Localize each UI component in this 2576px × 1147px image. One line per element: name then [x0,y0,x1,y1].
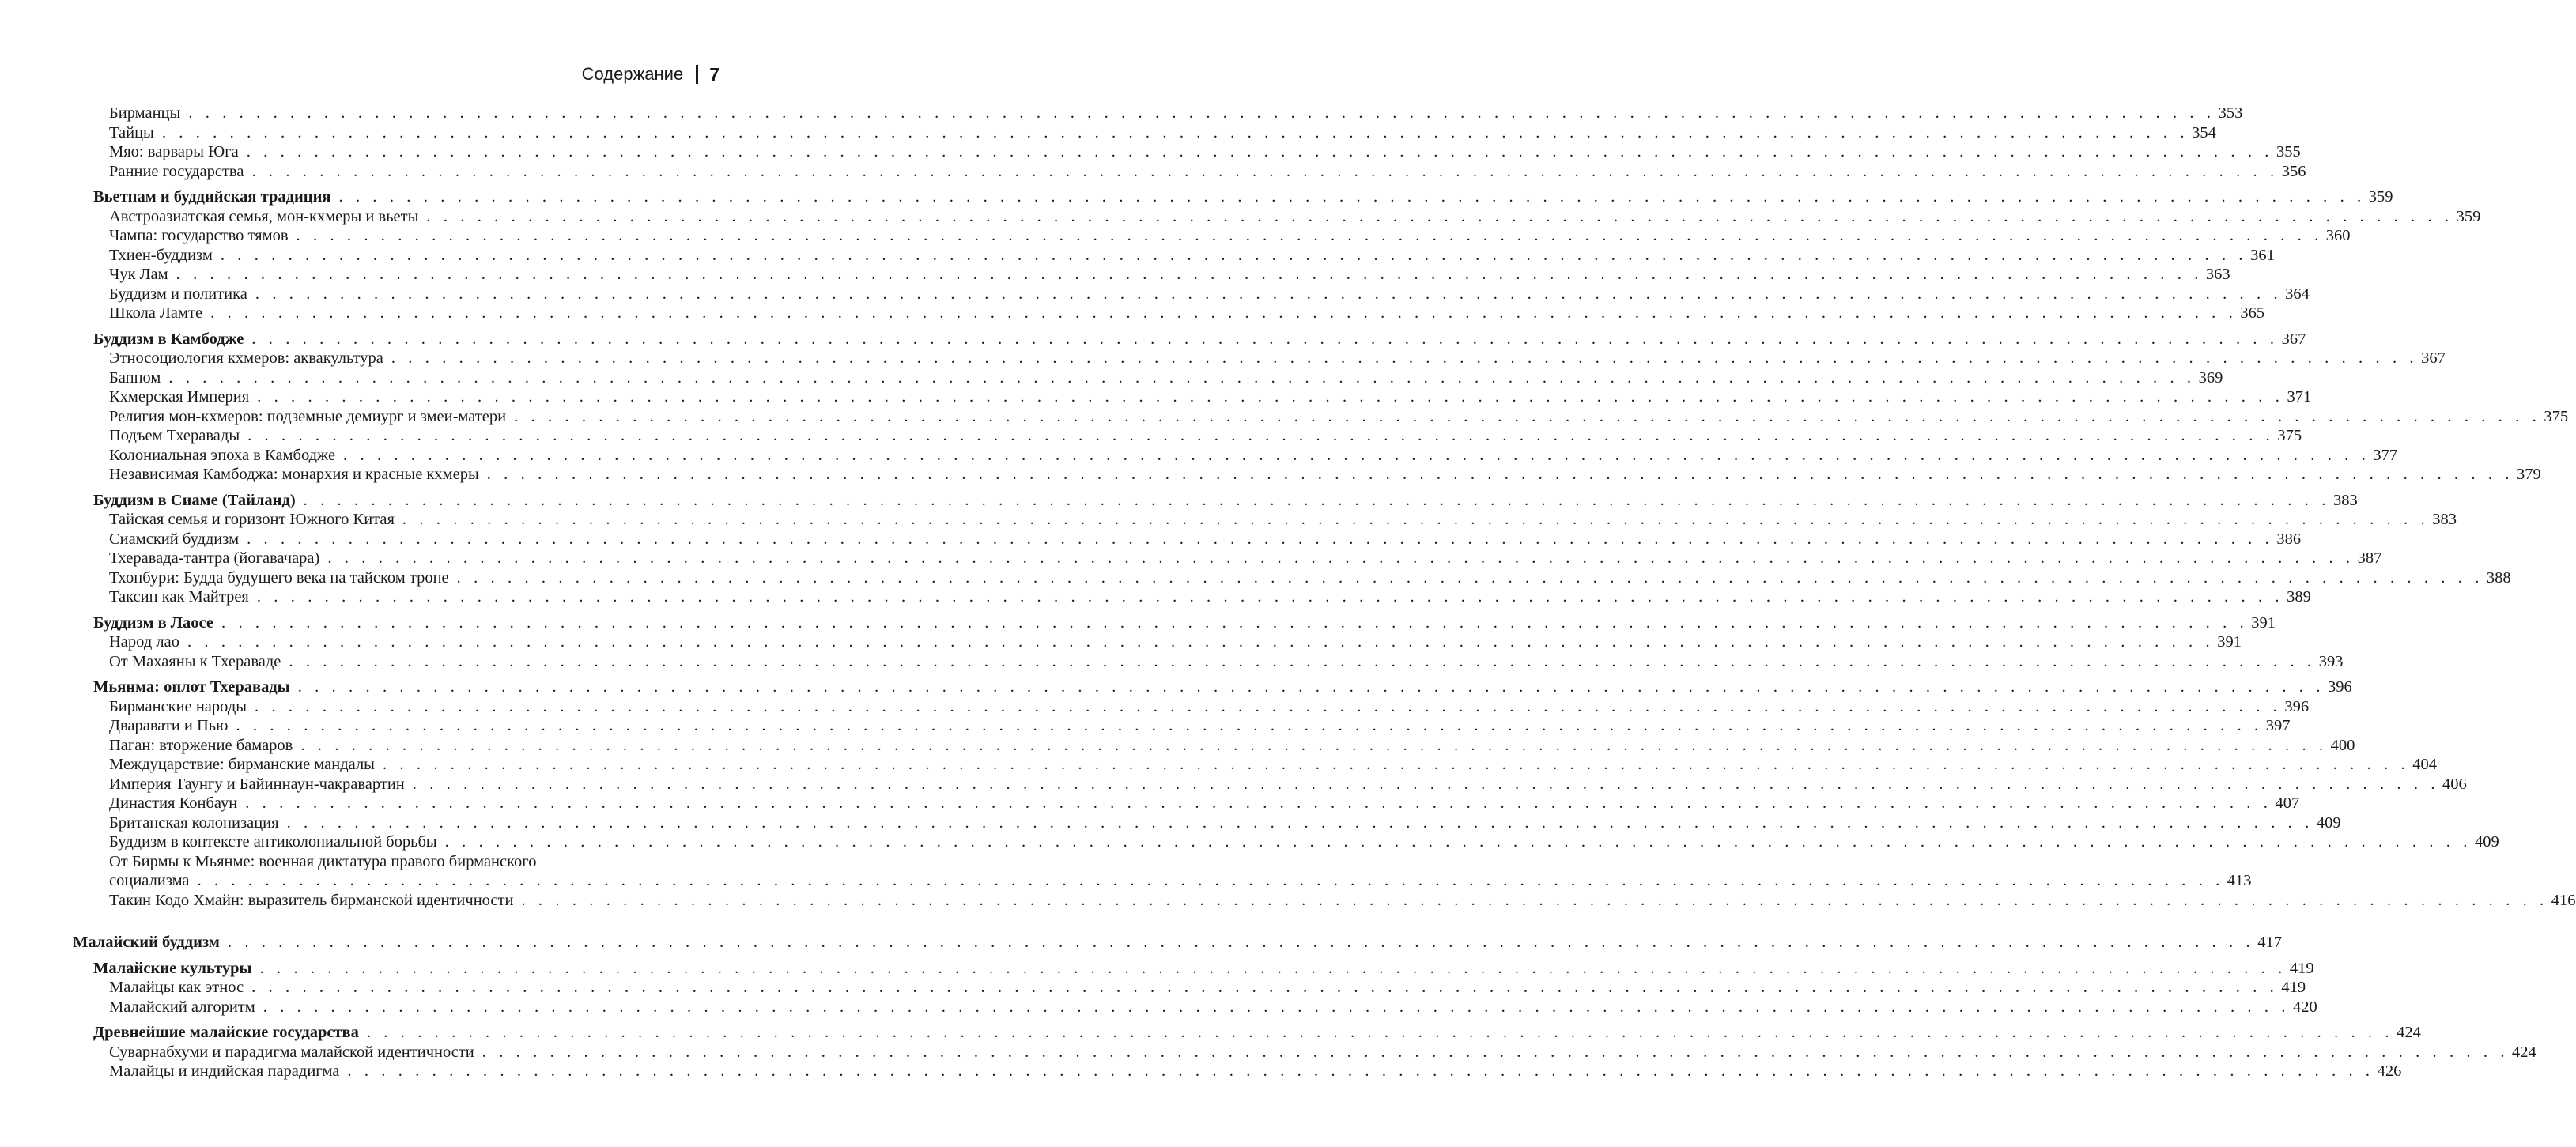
entry-title: Древнейшие малайские государства [93,1024,359,1041]
toc-entry[interactable] [0,123,2216,143]
toc-entry[interactable] [0,246,2275,266]
dot-leader: . . . . . . . . . . . . . . . . . . . . . . . . . . . . . . . . . . . . . . . . . . . . . . . . . . . . . . . . . . . . . . . . . . . . . . . . . . . . . . . . . . . . . . . . . . . . . . . . . . . . . . . . . . . . . . . . . . . . . . . . [227,934,2255,951]
entry-title: Суварнабхуми и парадигма малайской идентичности [109,1043,474,1061]
entry-page: 393 [2318,652,2344,670]
entry-page: 360 [2325,227,2351,244]
entry-title: Колониальная эпоха в Камбодже [109,446,336,464]
entry-page: 419 [2289,959,2314,977]
entry-page: 377 [2373,446,2398,464]
entry-title: Вьетнам и буддийская традиция [93,188,331,206]
toc-entry[interactable] [0,187,2393,207]
entry-page: 406 [2442,775,2467,793]
toc-entry[interactable] [0,265,2230,285]
dot-leader: . . . . . . . . . . . . . . . . . . . . . . . . . . . . . . . . . . . . . . . . . . . . . . . . . . . . . . . . . . . . . . . . . . . . . . . . . . . . . . . . . . . . . . . . . . . . . . . . . . . . . . . . . . . . . . . . . . . . . . . . [514,407,2541,425]
toc-entry[interactable] [0,587,2311,607]
toc-entry[interactable] [0,736,2355,756]
entry-page: 369 [2198,368,2223,387]
entry-title: Тайцы [109,123,154,141]
dot-leader: . . . . . . . . . . . . . . . . . . . . . . . . . . . . . . . . . . . . . . . . . . . . . . . . . . . . . . . . . . . . . . . . . . . . . . . . . . . . . . . . . . . . . . . . . . . . . . . . . . . . . . . . . . . . . . . . . . . . . . . . [296,227,2323,244]
entry-title: Дваравати и Пью [109,717,229,734]
dot-leader: . . . . . . . . . . . . . . . . . . . . . . . . . . . . . . . . . . . . . . . . . . . . . . . . . . . . . . . . . . . . . . . . . . . . . . . . . . . . . . . . . . . . . . . . . . . . . . . . . . . . . . . . . . . . . . . . . . . . . . . . [176,266,2203,283]
entry-page: 361 [2250,246,2275,264]
dot-leader: . . . . . . . . . . . . . . . . . . . . . . . . . . . . . . . . . . . . . . . . . . . . . . . . . . . . . . . . . . . . . . . . . . . . . . . . . . . . . . . . . . . . . . . . . . . . . . . . . . . . . . . . . . . . . . . . . . . . . . . . [297,678,2325,696]
entry-title: Буддизм в контексте антиколониальной борьбы [109,833,437,851]
entry-title: Австроазиатская семья, мон-кхмеры и вьеты [109,207,419,225]
entry-page: 391 [2217,633,2242,651]
dot-leader: . . . . . . . . . . . . . . . . . . . . . . . . . . . . . . . . . . . . . . . . . . . . . . . . . . . . . . . . . . . . . . . . . . . . . . . . . . . . . . . . . . . . . . . . . . . . . . . . . . . . . . . . . . . . . . . . . . . . . . . . [366,1024,2394,1041]
entry-page: 397 [2265,717,2291,734]
entry-page: 367 [2421,349,2446,367]
dot-leader: . . . . . . . . . . . . . . . . . . . . . . . . . . . . . . . . . . . . . . . . . . . . . . . . . . . . . . . . . . . . . . . . . . . . . . . . . . . . . . . . . . . . . . . . . . . . . . . . . . . . . . . . . . . . . . . . . . . . . . . . [257,388,2284,406]
toc-entry[interactable] [0,387,2312,407]
entry-page: 355 [2276,143,2301,160]
dot-leader: . . . . . . . . . . . . . . . . . . . . . . . . . . . . . . . . . . . . . . . . . . . . . . . . . . . . . . . . . . . . . . . . . . . . . . . . . . . . . . . . . . . . . . . . . . . . . . . . . . . . . . . . . . . . . . . . . . . . . . . . [412,775,2440,793]
entry-page: 424 [2397,1024,2421,1041]
entry-title: Бапном [109,368,161,387]
entry-title: Народ лао [109,633,179,651]
entry-page: 359 [2368,188,2393,206]
entry-title: Тхиен-буддизм [109,246,213,264]
header-title: Содержание [581,64,684,84]
toc-entry[interactable] [0,510,2457,530]
entry-page: 379 [2517,466,2541,483]
toc-entry[interactable] [0,1043,2536,1062]
entry-title: Буддизм в Сиаме (Тайланд) [93,491,296,509]
dot-leader: . . . . . . . . . . . . . . . . . . . . . . . . . . . . . . . . . . . . . . . . . . . . . . . . . . . . . . . . . . . . . . . . . . . . . . . . . . . . . . . . . . . . . . . . . . . . . . . . . . . . . . . . . . . . . . . . . . . . . . . . [521,891,2548,909]
toc-entry[interactable] [0,794,2300,813]
toc-entry[interactable] [0,978,2306,998]
toc-entry[interactable] [0,568,2511,588]
toc-entry[interactable] [0,142,2301,162]
dot-leader: . . . . . . . . . . . . . . . . . . . . . . . . . . . . . . . . . . . . . . . . . . . . . . . . . . . . . . . . . . . . . . . . . . . . . . . . . . . . . . . . . . . . . . . . . . . . . . . . . . . . . . . . . . . . . . . . . . . . . . . . [347,1062,2374,1080]
toc-entry[interactable] [0,1023,2421,1043]
entry-page: 396 [2327,678,2352,696]
entry-page: 367 [2281,330,2306,348]
entry-title: Малайские культуры [93,959,252,977]
dot-leader: . . . . . . . . . . . . . . . . . . . . . . . . . . . . . . . . . . . . . . . . . . . . . . . . . . . . . . . . . . . . . . . . . . . . . . . . . . . . . . . . . . . . . . . . . . . . . . . . . . . . . . . . . . . . . . . . . . . . . . . . [426,207,2453,225]
toc-entry[interactable] [0,426,2302,446]
entry-title: Малайцы и индийская парадигма [109,1062,340,1080]
entry-title: Империя Таунгу и Байиннаун-чакравартин [109,775,405,793]
entry-page: 359 [2456,207,2481,225]
entry-title: Ранние государства [109,162,244,180]
toc-entry[interactable] [0,104,2243,123]
dot-leader: . . . . . . . . . . . . . . . . . . . . . . . . . . . . . . . . . . . . . . . . . . . . . . . . . . . . . . . . . . . . . . . . . . . . . . . . . . . . . . . . . . . . . . . . . . . . . . . . . . . . . . . . . . . . . . . . . . . . . . . . [263,998,2291,1016]
toc-entry[interactable] [0,491,2358,511]
entry-page: 354 [2192,123,2216,141]
entry-title: Этносоциология кхмеров: аквакультура [109,349,383,367]
entry-title: Мяо: варвары Юга [109,143,239,160]
dot-leader: . . . . . . . . . . . . . . . . . . . . . . . . . . . . . . . . . . . . . . . . . . . . . . . . . . . . . . . . . . . . . . . . . . . . . . . . . . . . . . . . . . . . . . . . . . . . . . . . . . . . . . . . . . . . . . . . . . . . . . . . [402,511,2430,528]
dot-leader: . . . . . . . . . . . . . . . . . . . . . . . . . . . . . . . . . . . . . . . . . . . . . . . . . . . . . . . . . . . . . . . . . . . . . . . . . . . . . . . . . . . . . . . . . . . . . . . . . . . . . . . . . . . . . . . . . . . . . . . . [251,162,2279,180]
entry-page: 365 [2240,304,2265,322]
toc-entry[interactable] [0,465,2541,485]
entry-title: Малайцы как этнос [109,979,244,996]
toc-entry[interactable] [0,304,2265,323]
dot-leader: . . . . . . . . . . . . . . . . . . . . . . . . . . . . . . . . . . . . . . . . . . . . . . . . . . . . . . . . . . . . . . . . . . . . . . . . . . . . . . . . . . . . . . . . . . . . . . . . . . . . . . . . . . . . . . . . . . . . . . . . [255,285,2283,303]
entry-page: 409 [2474,833,2499,851]
toc-entry[interactable] [0,697,2310,717]
dot-leader: . . . . . . . . . . . . . . . . . . . . . . . . . . . . . . . . . . . . . . . . . . . . . . . . . . . . . . . . . . . . . . . . . . . . . . . . . . . . . . . . . . . . . . . . . . . . . . . . . . . . . . . . . . . . . . . . . . . . . . . . [456,568,2483,587]
dot-leader: . . . . . . . . . . . . . . . . . . . . . . . . . . . . . . . . . . . . . . . . . . . . . . . . . . . . . . . . . . . . . . . . . . . . . . . . . . . . . . . . . . . . . . . . . . . . . . . . . . . . . . . . . . . . . . . . . . . . . . . . [256,588,2284,606]
entry-title: От Махаяны к Тхераваде [109,652,281,670]
entry-title: Таксин как Майтрея [109,588,249,606]
dot-leader: . . . . . . . . . . . . . . . . . . . . . . . . . . . . . . . . . . . . . . . . . . . . . . . . . . . . . . . . . . . . . . . . . . . . . . . . . . . . . . . . . . . . . . . . . . . . . . . . . . . . . . . . . . . . . . . . . . . . . . . . [245,794,2272,812]
dot-leader: . . . . . . . . . . . . . . . . . . . . . . . . . . . . . . . . . . . . . . . . . . . . . . . . . . . . . . . . . . . . . . . . . . . . . . . . . . . . . . . . . . . . . . . . . . . . . . . . . . . . . . . . . . . . . . . . . . . . . . . . [247,530,2274,548]
entry-title: Междуцарствие: бирманские мандалы [109,756,375,773]
toc-entry[interactable] [0,162,2306,182]
dot-leader: . . . . . . . . . . . . . . . . . . . . . . . . . . . . . . . . . . . . . . . . . . . . . . . . . . . . . . . . . . . . . . . . . . . . . . . . . . . . . . . . . . . . . . . . . . . . . . . . . . . . . . . . . . . . . . . . . . . . . . . . [161,123,2189,141]
entry-title: Династия Конбаун [109,794,238,812]
toc-entry[interactable] [0,226,2351,246]
entry-title: Чук Лам [109,266,168,283]
entry-title: Буддизм в Камбодже [93,330,244,348]
toc-entry[interactable] [0,330,2306,349]
dot-leader: . . . . . . . . . . . . . . . . . . . . . . . . . . . . . . . . . . . . . . . . . . . . . . . . . . . . . . . . . . . . . . . . . . . . . . . . . . . . . . . . . . . . . . . . . . . . . . . . . . . . . . . . . . . . . . . . . . . . . . . . [246,143,2274,160]
dot-leader: . . . . . . . . . . . . . . . . . . . . . . . . . . . . . . . . . . . . . . . . . . . . . . . . . . . . . . . . . . . . . . . . . . . . . . . . . . . . . . . . . . . . . . . . . . . . . . . . . . . . . . . . . . . . . . . . . . . . . . . . [289,652,2316,670]
entry-page: 419 [2281,979,2306,996]
toc-entry[interactable] [0,677,2352,697]
entry-title: Такин Кодо Хмайн: выразитель бирманской идентичности [109,891,514,909]
toc-entry[interactable] [0,933,2282,953]
entry-page: 363 [2205,266,2230,283]
entry-page: 353 [2218,104,2243,122]
entry-page: 388 [2486,568,2511,587]
entry-page: 386 [2276,530,2302,548]
entry-title: Мьянма: оплот Тхеравады [93,678,290,696]
entry-page: 387 [2357,549,2382,567]
entry-page: 356 [2281,162,2306,180]
dot-leader: . . . . . . . . . . . . . . . . . . . . . . . . . . . . . . . . . . . . . . . . . . . . . . . . . . . . . . . . . . . . . . . . . . . . . . . . . . . . . . . . . . . . . . . . . . . . . . . . . . . . . . . . . . . . . . . . . . . . . . . . [247,427,2275,444]
entry-title: Чампа: государство тямов [109,227,289,244]
dot-leader: . . . . . . . . . . . . . . . . . . . . . . . . . . . . . . . . . . . . . . . . . . . . . . . . . . . . . . . . . . . . . . . . . . . . . . . . . . . . . . . . . . . . . . . . . . . . . . . . . . . . . . . . . . . . . . . . . . . . . . . . [197,872,2224,889]
entry-title: Паган: вторжение бамаров [109,736,293,754]
entry-title: Буддизм в Лаосе [93,613,214,632]
toc-entry[interactable] [0,716,2291,736]
entry-title: социализма [109,872,190,889]
dot-leader: . . . . . . . . . . . . . . . . . . . . . . . . . . . . . . . . . . . . . . . . . . . . . . . . . . . . . . . . . . . . . . . . . . . . . . . . . . . . . . . . . . . . . . . . . . . . . . . . . . . . . . . . . . . . . . . . . . . . . . . . [286,813,2313,832]
entry-title: Кхмерская Империя [109,388,250,406]
toc-entry[interactable] [0,891,2576,911]
entry-title: Подъем Тхеравады [109,427,240,444]
dot-leader: . . . . . . . . . . . . . . . . . . . . . . . . . . . . . . . . . . . . . . . . . . . . . . . . . . . . . . . . . . . . . . . . . . . . . . . . . . . . . . . . . . . . . . . . . . . . . . . . . . . . . . . . . . . . . . . . . . . . . . . . [382,756,2410,773]
toc-entry[interactable] [0,549,2382,568]
entry-page: 389 [2287,588,2311,606]
entry-title: Буддизм и политика [109,285,247,303]
toc-entry[interactable] [0,207,2481,227]
entry-page: 383 [2432,511,2457,528]
toc-entry[interactable] [0,1062,2402,1081]
dot-leader: . . . . . . . . . . . . . . . . . . . . . . . . . . . . . . . . . . . . . . . . . . . . . . . . . . . . . . . . . . . . . . . . . . . . . . . . . . . . . . . . . . . . . . . . . . . . . . . . . . . . . . . . . . . . . . . . . . . . . . . . [338,188,2366,206]
entry-title: Британская колонизация [109,813,279,832]
entry-page: 409 [2316,813,2341,832]
entry-page: 413 [2227,872,2252,889]
dot-leader: . . . . . . . . . . . . . . . . . . . . . . . . . . . . . . . . . . . . . . . . . . . . . . . . . . . . . . . . . . . . . . . . . . . . . . . . . . . . . . . . . . . . . . . . . . . . . . . . . . . . . . . . . . . . . . . . . . . . . . . . [251,979,2279,996]
entry-title: Религия мон-кхмеров: подземные демиург и змеи-матери [109,407,507,425]
entry-title: Тайская семья и горизонт Южного Китая [109,511,395,528]
dot-leader: . . . . . . . . . . . . . . . . . . . . . . . . . . . . . . . . . . . . . . . . . . . . . . . . . . . . . . . . . . . . . . . . . . . . . . . . . . . . . . . . . . . . . . . . . . . . . . . . . . . . . . . . . . . . . . . . . . . . . . . . [220,246,2248,264]
dot-leader: . . . . . . . . . . . . . . . . . . . . . . . . . . . . . . . . . . . . . . . . . . . . . . . . . . . . . . . . . . . . . . . . . . . . . . . . . . . . . . . . . . . . . . . . . . . . . . . . . . . . . . . . . . . . . . . . . . . . . . . . [221,613,2249,632]
toc-entry[interactable] [0,755,2437,775]
toc-entry[interactable] [0,959,2314,979]
dot-leader: . . . . . . . . . . . . . . . . . . . . . . . . . . . . . . . . . . . . . . . . . . . . . . . . . . . . . . . . . . . . . . . . . . . . . . . . . . . . . . . . . . . . . . . . . . . . . . . . . . . . . . . . . . . . . . . . . . . . . . . . [343,446,2370,464]
toc-entry[interactable] [0,285,2310,304]
dot-leader: . . . . . . . . . . . . . . . . . . . . . . . . . . . . . . . . . . . . . . . . . . . . . . . . . . . . . . . . . . . . . . . . . . . . . . . . . . . . . . . . . . . . . . . . . . . . . . . . . . . . . . . . . . . . . . . . . . . . . . . . [259,959,2287,977]
entry-page: 407 [2275,794,2300,812]
table-of-contents [0,104,2576,1081]
entry-title: Малайский алгоритм [109,998,255,1016]
entry-page: 364 [2285,285,2310,303]
entry-page: 416 [2551,891,2576,909]
dot-leader: . . . . . . . . . . . . . . . . . . . . . . . . . . . . . . . . . . . . . . . . . . . . . . . . . . . . . . . . . . . . . . . . . . . . . . . . . . . . . . . . . . . . . . . . . . . . . . . . . . . . . . . . . . . . . . . . . . . . . . . . [188,104,2215,122]
dot-leader: . . . . . . . . . . . . . . . . . . . . . . . . . . . . . . . . . . . . . . . . . . . . . . . . . . . . . . . . . . . . . . . . . . . . . . . . . . . . . . . . . . . . . . . . . . . . . . . . . . . . . . . . . . . . . . . . . . . . . . . . [300,736,2328,754]
entry-title: Бирманцы [109,104,181,122]
dot-leader: . . . . . . . . . . . . . . . . . . . . . . . . . . . . . . . . . . . . . . . . . . . . . . . . . . . . . . . . . . . . . . . . . . . . . . . . . . . . . . . . . . . . . . . . . . . . . . . . . . . . . . . . . . . . . . . . . . . . . . . . [210,304,2238,322]
dot-leader: . . . . . . . . . . . . . . . . . . . . . . . . . . . . . . . . . . . . . . . . . . . . . . . . . . . . . . . . . . . . . . . . . . . . . . . . . . . . . . . . . . . . . . . . . . . . . . . . . . . . . . . . . . . . . . . . . . . . . . . . [303,491,2330,509]
dot-leader: . . . . . . . . . . . . . . . . . . . . . . . . . . . . . . . . . . . . . . . . . . . . . . . . . . . . . . . . . . . . . . . . . . . . . . . . . . . . . . . . . . . . . . . . . . . . . . . . . . . . . . . . . . . . . . . . . . . . . . . . [255,697,2282,715]
toc-entry[interactable] [0,871,2252,891]
entry-page: 420 [2293,998,2317,1016]
dot-leader: . . . . . . . . . . . . . . . . . . . . . . . . . . . . . . . . . . . . . . . . . . . . . . . . . . . . . . . . . . . . . . . . . . . . . . . . . . . . . . . . . . . . . . . . . . . . . . . . . . . . . . . . . . . . . . . . . . . . . . . . [486,466,2514,483]
entry-title: От Бирмы к Мьянме: военная диктатура правого бирманского [109,852,537,870]
toc-entry[interactable] [0,407,2569,427]
toc-entry[interactable] [0,613,2276,633]
entry-page: 404 [2412,756,2437,773]
page-number: 7 [709,64,720,85]
entry-page: 391 [2251,613,2276,632]
toc-entry[interactable] [0,349,2446,368]
toc-entry[interactable] [0,632,2242,652]
entry-title: Школа Ламте [109,304,203,322]
entry-page: 375 [2544,407,2569,425]
entry-page: 426 [2377,1062,2402,1080]
toc-entry[interactable] [0,446,2398,466]
entry-title: Сиамский буддизм [109,530,240,548]
entry-page: 400 [2330,736,2355,754]
toc-entry[interactable] [0,530,2302,549]
entry-title: Малайский буддизм [73,934,220,951]
toc-entry[interactable] [0,368,2223,388]
dot-leader: . . . . . . . . . . . . . . . . . . . . . . . . . . . . . . . . . . . . . . . . . . . . . . . . . . . . . . . . . . . . . . . . . . . . . . . . . . . . . . . . . . . . . . . . . . . . . . . . . . . . . . . . . . . . . . . . . . . . . . . . [391,349,2419,367]
toc-entry[interactable] [0,652,2344,672]
dot-leader: . . . . . . . . . . . . . . . . . . . . . . . . . . . . . . . . . . . . . . . . . . . . . . . . . . . . . . . . . . . . . . . . . . . . . . . . . . . . . . . . . . . . . . . . . . . . . . . . . . . . . . . . . . . . . . . . . . . . . . . . [251,330,2279,348]
toc-entry-line [0,852,791,872]
dot-leader: . . . . . . . . . . . . . . . . . . . . . . . . . . . . . . . . . . . . . . . . . . . . . . . . . . . . . . . . . . . . . . . . . . . . . . . . . . . . . . . . . . . . . . . . . . . . . . . . . . . . . . . . . . . . . . . . . . . . . . . . [168,368,2196,387]
entry-page: 424 [2512,1043,2536,1061]
dot-leader: . . . . . . . . . . . . . . . . . . . . . . . . . . . . . . . . . . . . . . . . . . . . . . . . . . . . . . . . . . . . . . . . . . . . . . . . . . . . . . . . . . . . . . . . . . . . . . . . . . . . . . . . . . . . . . . . . . . . . . . . [236,717,2263,734]
entry-page: 396 [2284,697,2310,715]
dot-leader: . . . . . . . . . . . . . . . . . . . . . . . . . . . . . . . . . . . . . . . . . . . . . . . . . . . . . . . . . . . . . . . . . . . . . . . . . . . . . . . . . . . . . . . . . . . . . . . . . . . . . . . . . . . . . . . . . . . . . . . . [327,549,2355,567]
running-header [582,63,720,85]
entry-title: Бирманские народы [109,697,247,715]
dot-leader: . . . . . . . . . . . . . . . . . . . . . . . . . . . . . . . . . . . . . . . . . . . . . . . . . . . . . . . . . . . . . . . . . . . . . . . . . . . . . . . . . . . . . . . . . . . . . . . . . . . . . . . . . . . . . . . . . . . . . . . . [482,1043,2510,1061]
entry-title: Независимая Камбоджа: монархия и красные кхмеры [109,466,479,483]
dot-leader: . . . . . . . . . . . . . . . . . . . . . . . . . . . . . . . . . . . . . . . . . . . . . . . . . . . . . . . . . . . . . . . . . . . . . . . . . . . . . . . . . . . . . . . . . . . . . . . . . . . . . . . . . . . . . . . . . . . . . . . . [187,633,2215,651]
entry-page: 371 [2287,388,2312,406]
entry-page: 375 [2277,427,2302,444]
toc-entry[interactable] [0,832,2499,852]
toc-entry[interactable] [0,998,2317,1017]
header-divider [696,65,698,84]
entry-page: 383 [2332,491,2358,509]
toc-entry[interactable] [0,775,2467,794]
dot-leader: . . . . . . . . . . . . . . . . . . . . . . . . . . . . . . . . . . . . . . . . . . . . . . . . . . . . . . . . . . . . . . . . . . . . . . . . . . . . . . . . . . . . . . . . . . . . . . . . . . . . . . . . . . . . . . . . . . . . . . . . [444,833,2472,851]
entry-title: Тхонбури: Будда будущего века на тайском троне [109,568,449,587]
entry-title: Тхеравада-тантра (йогавачара) [109,549,320,567]
toc-entry[interactable] [0,813,2341,833]
entry-page: 417 [2257,934,2282,951]
